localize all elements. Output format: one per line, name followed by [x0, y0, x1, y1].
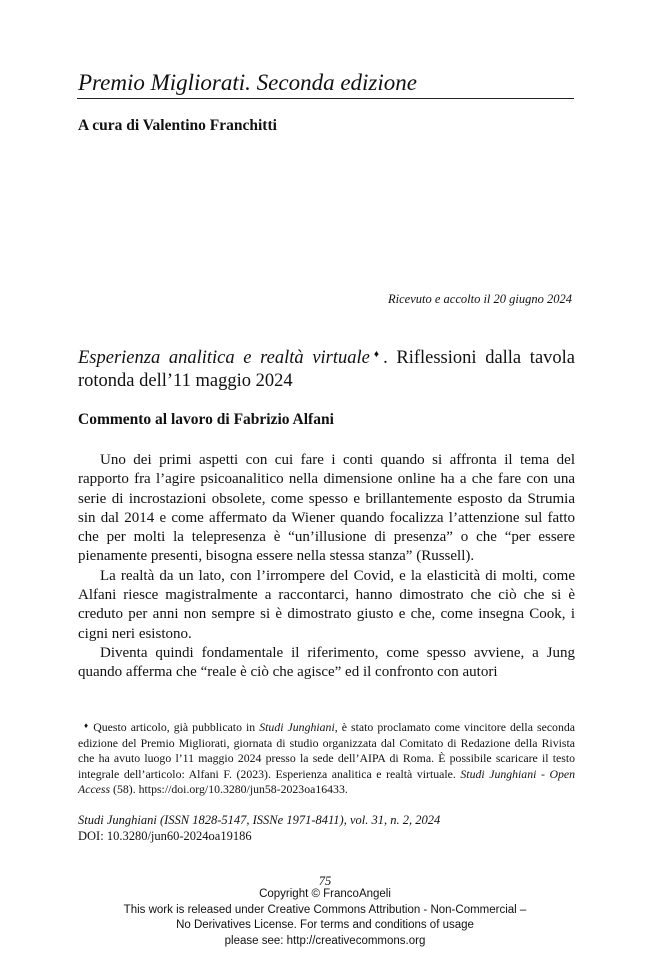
footnote-journal: Studi Junghiani — [259, 720, 335, 734]
license-line: please see: http://creativecommons.org — [224, 934, 426, 947]
article-title — [78, 343, 575, 393]
license-line: This work is released under Creative Commons Attribution - Non-Commercial – — [123, 903, 527, 916]
copyright-line: Copyright © FrancoAngeli — [259, 888, 391, 900]
title-divider — [77, 98, 574, 99]
footnote-marker: ♦ — [369, 349, 384, 360]
article-title-italic: Esperienza analitica e realtà virtuale — [78, 348, 370, 368]
section-title: Premio Migliorati. Seconda edizione — [78, 70, 417, 95]
journal-info — [78, 812, 440, 844]
footnote-text: (58). https://doi.org/10.3280/jun58-2023oa16433. — [110, 782, 348, 797]
license-line: No Derivatives License. For terms and conditions of usage — [176, 919, 474, 931]
footnote — [78, 718, 575, 798]
page-number: 75 — [318, 874, 332, 888]
body-paragraph: Uno dei primi aspetti con cui fare i conti quando si affronta il tema del rapporto fra l’agire psicoanalitico nella dimensione online ha a che fare con una serie di incrostazioni obsolete, come spesso e brillantemente esposto da Strumia sin dal 2014 e come affermato da Wiener quando focalizza l’attenzione sul fatto che per molti la telepresenza è “un’illusione di presenza” o che “per essere pienamente presenti, bisogna essere nella stessa stanza” (Russell). — [78, 452, 575, 565]
footnote-mark: ♦ — [84, 721, 90, 730]
body-paragraph: La realtà da un lato, con l’irrompere del Covid, e la elasticità di molti, come Alfani riesce magistralmente a raccontarci, hanno dimostrato che ciò che si è creduto per anni non sempre si è dimostrato giusto e che, come insegna Cook, i cigni neri esistono. — [78, 567, 575, 642]
footnote-text: , è stato proclamato come vincitore della seconda edizione del Premio Migliorati, giornata di studio organizzata dal Comitato di Redazione della Rivista che ha avuto luogo l’11 maggio 2024 presso la sede dell’AIPA di Roma. È possibile scaricare il testo integrale dell’articolo: Alfani F. (2023). Esperienza analitica e realtà virtuale. — [78, 720, 575, 781]
editor-line: A cura di Valentino Franchitti — [78, 117, 277, 134]
body-paragraph: Diventa quindi fondamentale il riferimento, come spesso avviene, a Jung quando afferma che “reale è ciò che agisce” ed il confronto con autori — [78, 644, 575, 681]
footnote-source: Studi Junghiani - Open Access — [78, 766, 575, 797]
license-footer — [0, 887, 650, 949]
journal-doi: DOI: 10.3280/jun60-2024oa19186 — [78, 829, 252, 843]
article-body — [78, 451, 575, 683]
journal-citation: Studi Junghiani (ISSN 1828-5147, ISSNe 1971-8411), vol. 31, n. 2, 2024 — [78, 813, 441, 827]
received-date: Ricevuto e accolto il 20 giugno 2024 — [388, 292, 572, 306]
footnote-text: Questo articolo, già pubblicato in — [89, 720, 260, 734]
article-title-rest: . Riflessioni dalla tavola rotonda dell’11 maggio 2024 — [78, 348, 576, 391]
article-subheading: Commento al lavoro di Fabrizio Alfani — [78, 411, 334, 428]
